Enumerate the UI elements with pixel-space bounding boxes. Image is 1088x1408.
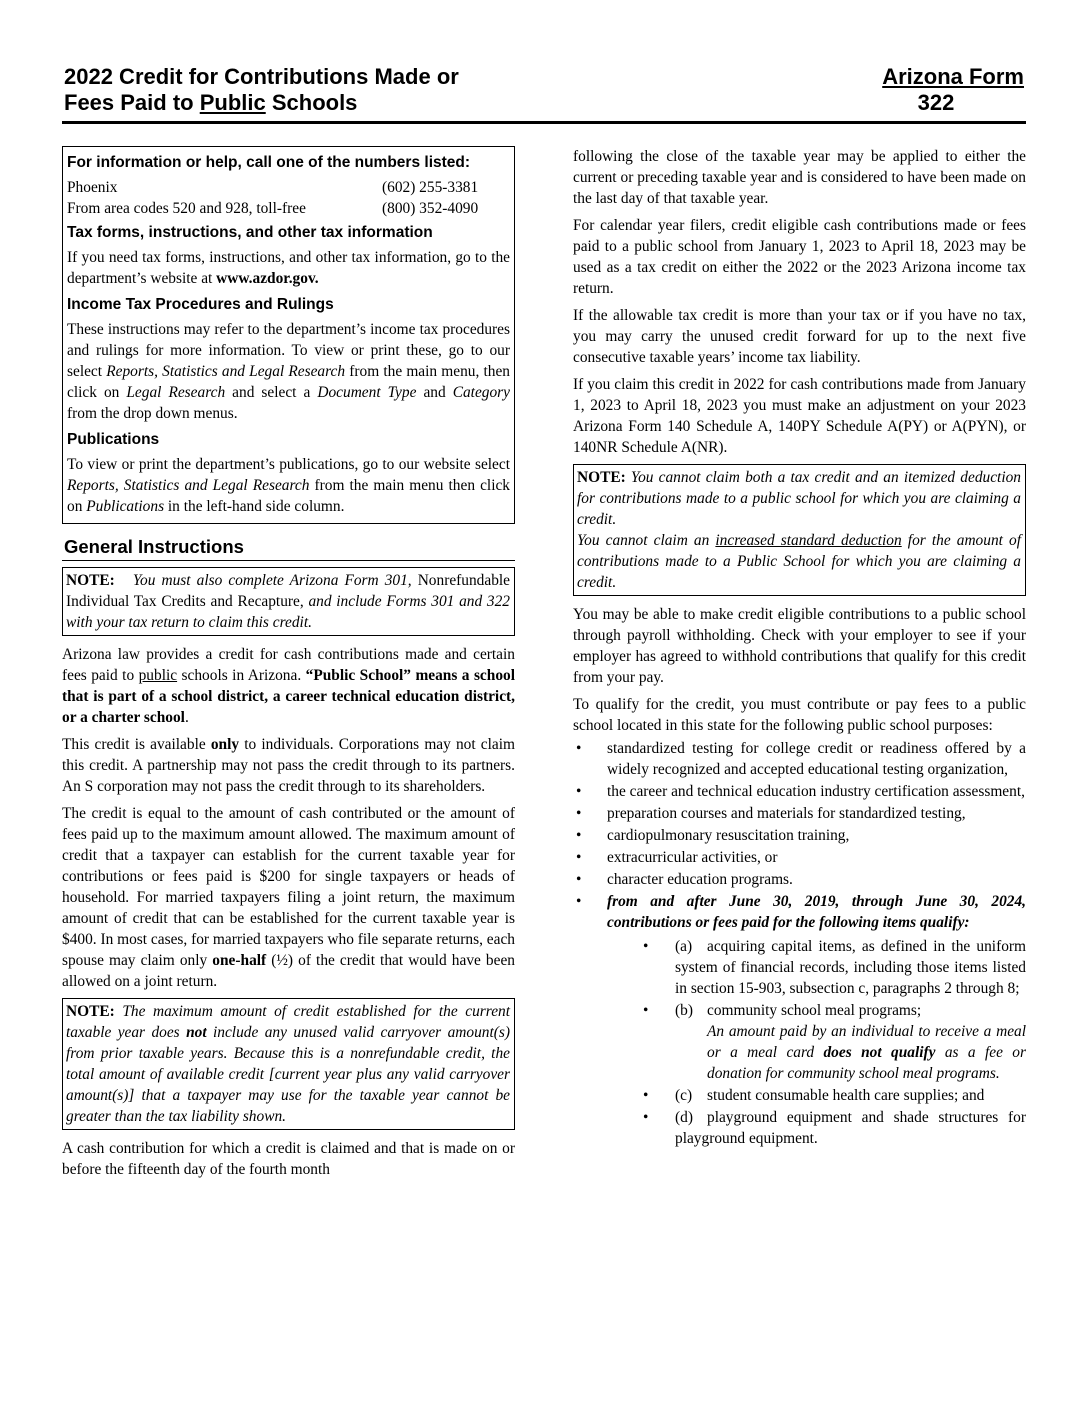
text: To view or print the department’s publications, go to our website select <box>67 456 510 473</box>
title-text: Fees Paid to <box>64 90 200 115</box>
text-italic: Publications <box>86 498 165 515</box>
text-bold: “Public School” means a school that is part of a school district, a career technical education district, or a charter school <box>62 667 515 726</box>
text-italic: include any unused valid carryover amount(s) from prior taxable years. Because this is a nonrefundable credit, the total amount of available credit [current year plus any valid carryover amount(s)] that a taxpayer may use for the taxable year cannot be greater than the tax liability shown. <box>66 1024 510 1125</box>
paragraph-cash-contribution: A cash contribution for which a credit is claimed and that is made on or before the fifteenth day of the fourth month <box>62 1140 515 1178</box>
form-title <box>64 64 459 116</box>
phone-row-tollfree <box>67 198 510 219</box>
publications-heading: Publications <box>67 431 160 448</box>
sub-text: student consumable health care supplies; and <box>707 1087 985 1104</box>
sub-label: (b) <box>675 1002 693 1019</box>
paragraph-qualify: To qualify for the credit, you must contribute or pay fees to a public school located in this state for the following public school purposes: <box>573 696 1026 734</box>
sub-label: (d) <box>675 1109 693 1126</box>
phone-label: Phoenix <box>67 179 118 196</box>
list-item: • cardiopulmonary resuscitation training, <box>573 825 1026 846</box>
text: This credit is available <box>62 736 211 753</box>
text-italic: An amount paid by an individual to receive a meal or a meal card <box>707 1023 1026 1061</box>
text-italic: Category <box>452 384 510 401</box>
paragraph-calendar-year: For calendar year filers, credit eligible cash contributions made or fees paid to a public school from January 1, 2023 to April 18, 2023 may be used as a tax credit on either the 2022 or the 2023 Arizona income tax return. <box>573 217 1026 297</box>
paragraph-credit-amount <box>62 803 515 992</box>
text: The credit is equal to the amount of cash contributed or the amount of fees paid up to the maximum amount allowed. The maximum amount of credit that a taxpayer can establish for the current taxable year for contributions or fees paid is $200 for single taxpayers or heads of household. For married taxpayers filing a joint return, the maximum amount of credit that can be established for the current taxable year is $400. In most cases, for married taxpayers who file separate returns, each spouse may claim only <box>62 805 515 969</box>
sub-label: (a) <box>675 938 693 955</box>
list-item: • character education programs. <box>573 869 1026 890</box>
sub-text: playground equipment and shade structures for playground equipment. <box>675 1109 1026 1147</box>
tax-forms-text <box>67 247 510 289</box>
sub-list <box>607 936 1026 1149</box>
procedures-text <box>67 319 510 424</box>
text-italic: Reports, Statistics and Legal Research <box>106 363 346 380</box>
text-italic: You cannot claim both a tax credit and an itemized deduction for contributions made to a public school for which you are claiming a credit. <box>577 469 1021 528</box>
text-italic: as a fee or donation for community school meal programs. <box>707 1044 1026 1082</box>
sub-list-item <box>607 1000 1026 1084</box>
phone-row-phoenix <box>67 177 510 198</box>
text-bold-italic: does not qualify <box>823 1044 936 1061</box>
text-bold-italic: not <box>186 1024 207 1041</box>
form-title-line1: 2022 Credit for Contributions Made or <box>64 64 459 89</box>
text-bold: one-half <box>212 952 267 969</box>
text: Nonrefundable Individual Tax Credits and Recapture, <box>66 572 510 610</box>
list-item: • the career and technical education industry certification assessment, <box>573 781 1026 802</box>
list-item-temporary <box>573 891 1026 1149</box>
text-italic: Document Type <box>317 384 417 401</box>
text-italic: Reports, Statistics and Legal Research <box>67 477 310 494</box>
header-rule <box>62 121 1026 124</box>
sub-label: (c) <box>675 1087 693 1104</box>
paragraph-adjustment: If you claim this credit in 2022 for cash contributions made from January 1, 2023 to April 18, 2023 you must make an adjustment on your 2023 Arizona Form 140 Schedule A, 140PY Schedule A(PY) or A(PYN), or 140NR Schedule A(NR). <box>573 376 1026 456</box>
title-text: Schools <box>265 90 358 115</box>
phone-number: (602) 255-3381 <box>382 179 479 196</box>
text: These instructions may refer to the department’s income tax procedures and rulings for more information. To view or print these, go to our select <box>67 321 510 380</box>
website-link[interactable]: www.azdor.gov. <box>216 270 319 287</box>
phone-number: (800) 352-4090 <box>382 200 479 217</box>
text-underlined: public <box>138 667 178 684</box>
title-underlined: Public <box>199 90 266 115</box>
form-id <box>784 64 1024 116</box>
text-italic: for the amount of contributions made to a Public School for which you are claiming a credit. <box>577 532 1021 591</box>
text: to individuals. Corporations may not claim this credit. A partnership may not pass the credit through to its partners. An S corporation may not pass the credit through to its shareholders. <box>62 736 515 795</box>
sub-list-item <box>607 1107 1026 1149</box>
text-italic: and include Forms 301 and 322 with your tax return to claim this credit. <box>66 593 510 631</box>
list-item: • preparation courses and materials for standardized testing, <box>573 803 1026 824</box>
meal-note <box>675 1021 1026 1084</box>
sub-text: acquiring capital items, as defined in the uniform system of financial records, including those items listed in section 15-903, subsection c, paragraphs 2 through 8; <box>675 938 1026 997</box>
phone-label: From area codes 520 and 928, toll-free <box>67 200 306 217</box>
list-item: • extracurricular activities, or <box>573 847 1026 868</box>
text: in the left-hand side column. <box>164 498 345 515</box>
procedures-heading: Income Tax Procedures and Rulings <box>67 296 334 313</box>
paragraph-public-school <box>62 644 515 728</box>
text: from the main menu then click on <box>67 477 510 515</box>
list-item: • standardized testing for college credit or readiness offered by a widely recognized and accepted educational testing organization, <box>573 738 1026 780</box>
text-italic: The maximum amount of credit established for the current taxable year does <box>66 1003 510 1041</box>
form-title-line2 <box>64 90 459 116</box>
text: Arizona law provides a credit for cash contributions made and certain fees paid to <box>62 646 515 684</box>
text: . <box>184 709 189 726</box>
text: (½) of the credit that would have been allowed on a joint return. <box>62 952 515 990</box>
text: from the drop down menus. <box>67 405 238 422</box>
left-column <box>62 146 515 1186</box>
text: from the main menu, then click on <box>67 363 510 401</box>
text-italic: You cannot claim an <box>577 532 716 549</box>
info-box <box>62 146 515 524</box>
purpose-list <box>573 738 1026 1149</box>
tax-forms-heading: Tax forms, instructions, and other tax information <box>67 224 433 241</box>
sub-list-item <box>607 936 1026 999</box>
right-column <box>573 146 1026 1150</box>
general-instructions-heading: General Instructions <box>62 534 515 561</box>
note-form-301 <box>62 567 515 636</box>
note-part-1 <box>577 467 1021 530</box>
note-itemized-deduction <box>573 464 1026 596</box>
form-label: Arizona Form <box>882 64 1024 89</box>
text-italic: Legal Research <box>126 384 226 401</box>
text: If you need tax forms, instructions, and other tax information, go to the department’s website at <box>67 249 510 287</box>
paragraph-individuals <box>62 734 515 797</box>
paragraph-payroll: You may be able to make credit eligible contributions to a public school through payroll withholding. Check with your employer to see if your employer has agreed to withhold contributions that qualify for this credit from your pay. <box>573 606 1026 686</box>
info-heading: For information or help, call one of the numbers listed: <box>67 154 471 171</box>
text-bold: only <box>210 736 240 753</box>
note-maximum-credit <box>62 998 515 1130</box>
sub-text: community school meal programs; <box>707 1002 922 1019</box>
note-part-2 <box>577 530 1021 593</box>
note-label: NOTE: <box>577 469 626 486</box>
paragraph-taxable-year: following the close of the taxable year may be applied to either the current or preceding taxable year and is considered to have been made on the last day of that taxable year. <box>573 148 1026 207</box>
text-italic: You must also complete Arizona Form 301, <box>132 572 412 589</box>
note-label: NOTE: <box>66 1003 115 1020</box>
text-underlined: increased standard deduction <box>715 532 902 549</box>
note-label: NOTE: <box>66 572 115 589</box>
paragraph-carry-forward: If the allowable tax credit is more than your tax or if you have no tax, you may carry the unused credit forward for up to the next five consecutive taxable years’ income tax liability. <box>573 307 1026 366</box>
publications-text <box>67 454 510 517</box>
text: schools in Arizona. <box>177 667 306 684</box>
sub-list-item <box>607 1085 1026 1106</box>
text: and select a <box>225 384 318 401</box>
form-number: 322 <box>917 90 955 115</box>
text: and <box>416 384 453 401</box>
text-bold-italic: from and after June 30, 2019, through June 30, 2024, contributions or fees paid for the following items qualify: <box>607 893 1026 931</box>
